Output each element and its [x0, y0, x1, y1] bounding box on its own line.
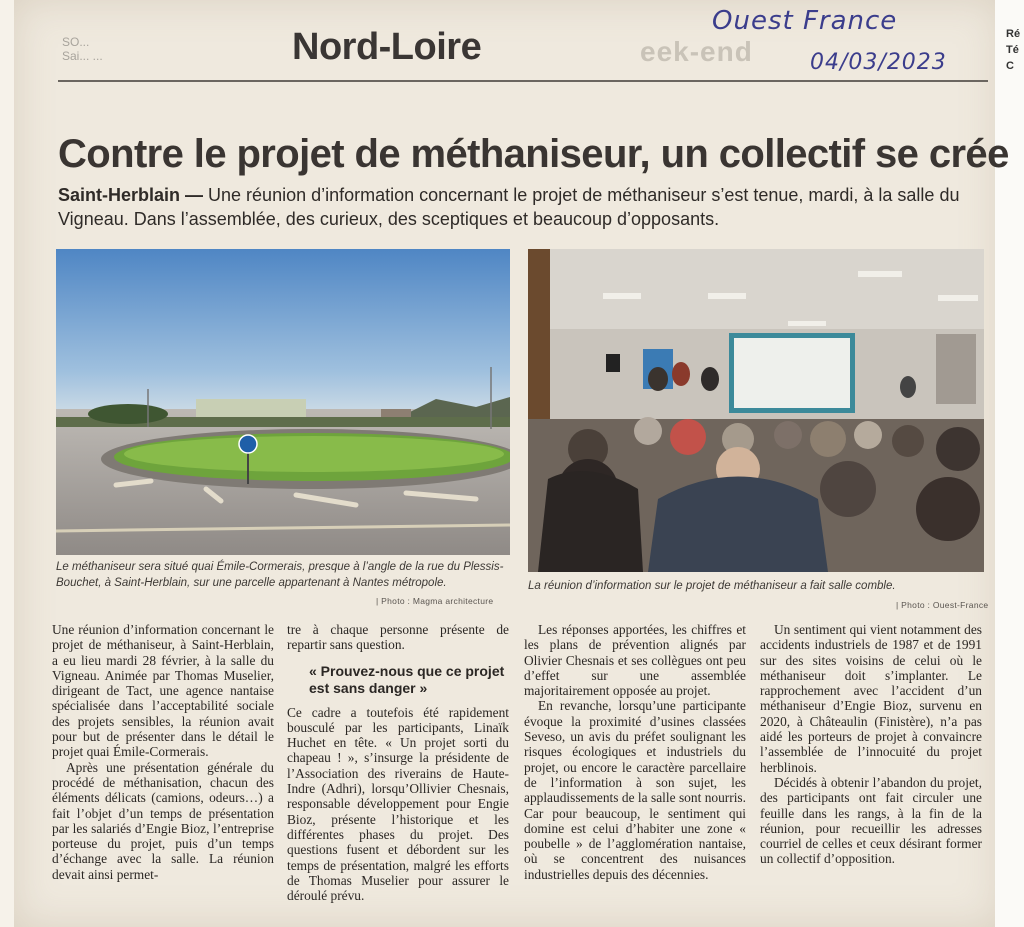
edge-text-2: Té	[1006, 44, 1019, 56]
handwritten-date: 04/03/2023	[810, 50, 947, 75]
column-1	[52, 622, 274, 882]
left-photo-credit: | Photo : Magma architecture	[376, 596, 494, 606]
paragraph: Décidés à obtenir l’abandon du projet, des participants ont fait circuler une feuille dans les rangs, à la fin de la réunion, pour recueillir les adresses courriel de celles et ceux désirant former un collectif d’opposition.	[760, 774, 982, 867]
right-photo-credit: | Photo : Ouest-France	[896, 600, 989, 610]
lead-place: Saint-Herblain —	[58, 185, 204, 205]
paragraph: Un sentiment qui vient notamment des accidents industriels de 1987 et de 1991 sur des sites voisins de celui où le méthaniseur doit s’implanter. Le rapprochement avec l’accident d’un méthaniseur d’Engie Bioz, survenu en 2020, à Châteaulin (Finistère), n’a pas aidé les porteurs de projet à convaincre l’assemblée de l’innocuité du projet herblinois.	[760, 622, 982, 775]
ghost-text-top: SO...	[62, 35, 90, 49]
column-2	[287, 622, 509, 903]
meeting-photo	[528, 249, 984, 572]
ghost-text-bottom: Sai... ...	[62, 49, 103, 63]
column-4	[760, 622, 982, 867]
paragraph: Ce cadre a toutefois été rapidement bousculé par les participants, Linaïk Huchet en tête. « Un projet sorti du chapeau ! », s’insurge la présidente de l’Association des riverains de Haute-Indre (Adhri), lorsqu’Ollivier Chesnais, responsable développement pour Engie Bioz, présente l’historique et les différentes phases du projet. Des questions fusent et débordent sur les temps de présentation, malgré les efforts de Thomas Muselier pour assurer le déroulé prévu.	[287, 704, 509, 904]
edge-text-1: Ré	[1006, 28, 1021, 40]
paragraph: En revanche, lorsqu’une participante évoque la proximité d’usines classées Seveso, un avis du préfet soulignant les risques écologiques et industriels du projet, ou encore le caractère parcellaire de l’information à son sujet, les applaudissements de la salle sont nourris. Car pour beaucoup, le sentiment qui domine est celui d’habiter une zone « poubelle » de l’agglomération nantaise, où se concentrent des nuisances industrielles depuis des décennies.	[524, 698, 746, 882]
article-lead	[58, 183, 988, 231]
column-3	[524, 622, 746, 882]
roundabout-photo	[56, 249, 510, 555]
paragraph: Après une présentation générale du procédé de méthanisation, chacun des éléments délicats (camions, odeurs…) a fait l’objet d’un temps de présentation par les salariés d’Engie Bioz, l’entreprise porteuse du projet, puis d’un temps d’échange avec la salle. La réunion devait ainsi permet-	[52, 759, 274, 882]
section-title: Nord-Loire	[292, 26, 482, 68]
left-photo-caption: Le méthaniseur sera situé quai Émile-Cormerais, presque à l’angle de la rue du Plessis-Bouchet, à Saint-Herblain, sur une parcelle appartenant à Nantes métropole.	[56, 561, 504, 589]
subheading: « Prouvez-nous que ce projet est sans danger »	[309, 662, 505, 696]
section-rule	[58, 80, 988, 82]
edge-text-3: C	[1006, 60, 1014, 72]
paragraph: tre à chaque personne présente de repartir sans question.	[287, 622, 509, 653]
handwritten-source: Ouest France	[712, 6, 898, 36]
paragraph: Les réponses apportées, les chiffres et les plans de prévention alignés par Olivier Chesnais et ses collègues ont peu d’effet sur une assemblée majoritairement opposée au projet.	[524, 622, 746, 699]
paragraph: Une réunion d’information concernant le projet de méthaniseur, à Saint-Herblain, a eu lieu mardi 28 février, à la salle du Vigneau. Animée par Thomas Muselier, dirigeant de Tact, une agence nantaise spécialisée dans l’acceptabilité sociale des projets sensibles, la réunion avait pour but de présenter dans le détail le projet quai Émile-Cormerais.	[52, 622, 274, 760]
ghost-tag: eek-end	[640, 36, 753, 67]
article-headline: Contre le projet de méthaniseur, un collectif se crée	[58, 132, 1009, 176]
lead-text: Une réunion d’information concernant le projet de méthaniseur s’est tenue, mardi, à la salle du Vigneau. Dans l’assemblée, des curieux, des sceptiques et beaucoup d’opposants.	[58, 185, 960, 229]
right-photo-caption: La réunion d’information sur le projet de méthaniseur a fait salle comble.	[528, 580, 896, 592]
